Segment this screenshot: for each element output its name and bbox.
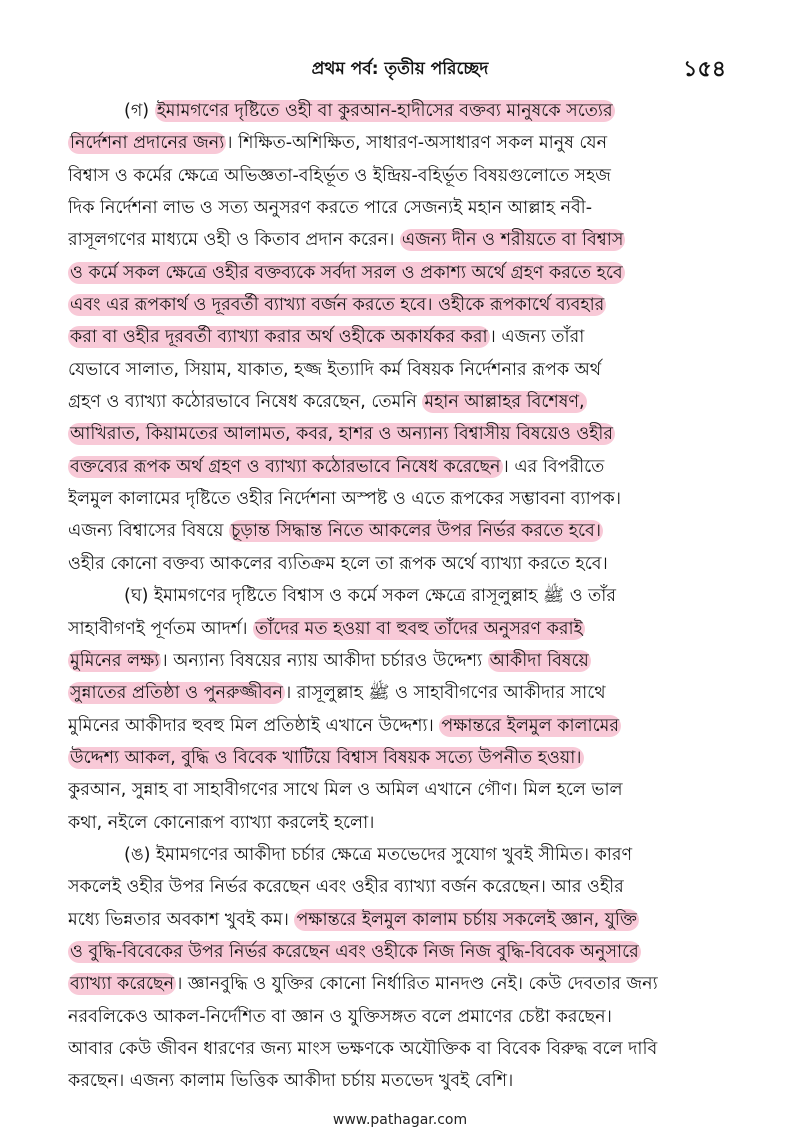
- text-line: [68, 580, 736, 612]
- text-segment: মুমিনের আকীদার হুবহু মিল প্রতিষ্ঠাই এখানে উদ্দেশ্য।: [68, 715, 440, 736]
- highlighted-text: ব্যাখ্যা করেছেন: [70, 974, 175, 995]
- text-segment: (গ): [124, 101, 155, 121]
- text-line: [68, 483, 736, 515]
- text-line: [68, 871, 736, 903]
- highlighted-text: এজন্য দীন ও শরীয়তে বা বিশ্বাস: [401, 230, 624, 251]
- text-segment: গ্রহণ ও ব্যাখ্যা কঠোরভাবে নিষেধ করেছেন, তেমনি: [68, 392, 423, 413]
- text-line: [68, 936, 736, 968]
- page-number: ১৫৪: [683, 57, 726, 82]
- highlighted-text: মুমিনের লক্ষ্য: [70, 650, 160, 671]
- text-segment: বিশ্বাস ও কর্মের ক্ষেত্রে অভিজ্ঞতা-বহির্ভূত ও ইন্দ্রিয়-বহির্ভূত বিষয়গুলোতে সহজ: [68, 165, 611, 186]
- text-line: [68, 354, 736, 386]
- text-segment: সকলেই ওহীর উপর নির্ভর করেছেন এবং ওহীর ব্যাখ্যা বর্জন করেছেন। আর ওহীর: [68, 877, 624, 898]
- text-line: [68, 289, 736, 321]
- text-segment: ইলমুল কালামের দৃষ্টিতে ওহীর নির্দেশনা অস্পষ্ট ও এতে রূপকের সম্ভাবনা ব্যাপক।: [68, 489, 622, 510]
- text-segment: কথা, নইলে কোনোরূপ ব্যাখ্যা করলেই হলো।: [68, 812, 375, 833]
- footer-url: www.pathagar.com: [332, 1112, 468, 1128]
- text-line: [68, 645, 736, 677]
- highlighted-text: চূড়ান্ত সিদ্ধান্ত নিতে আকলের উপর নির্ভর করতে হবে।: [230, 521, 601, 542]
- text-line: [68, 1033, 736, 1065]
- highlighted-text: ইমামগণের দৃষ্টিতে ওহী বা কুরআন-হাদীসের বক্তব্য মানুষকে সত্যের: [156, 101, 613, 121]
- text-segment: রাসূলগণের মাধ্যমে ওহী ও কিতাব প্রদান করেন।: [68, 230, 400, 251]
- highlighted-text: এবং এর রূপকার্থ ও দূরবর্তী ব্যাখ্যা বর্জন করতে হবে। ওহীকে রূপকার্থে ব্যবহার: [70, 295, 605, 316]
- text-line: [68, 127, 736, 159]
- text-line: [68, 257, 736, 289]
- page-body: [68, 95, 736, 1098]
- text-line: [68, 95, 736, 127]
- text-line: [68, 515, 736, 547]
- text-line: [68, 418, 736, 450]
- chapter-title: প্রথম পর্ব: তৃতীয় পরিচ্ছেদ: [311, 59, 489, 79]
- text-line: [68, 742, 736, 774]
- text-segment: সাহাবীগণই পূর্ণতম আদর্শ।: [68, 618, 254, 639]
- highlighted-text: ও কর্মে সকল ক্ষেত্রে ওহীর বক্তব্যকে সর্বদা সরল ও প্রকাশ্য অর্থে গ্রহণ করতে হবে: [70, 262, 623, 283]
- highlighted-text: উদ্দেশ্য আকল, বুদ্ধি ও বিবেক খাটিয়ে বিশ্বাস বিষয়ক সত্যে উপনীত হওয়া।: [70, 747, 582, 768]
- highlighted-text: বক্তব্যের রূপক অর্থ গ্রহণ ও ব্যাখ্যা কঠোরভাবে নিষেধ করেছেন: [70, 456, 501, 477]
- highlighted-text: সুন্নাতের প্রতিষ্ঠা ও পুনরুজ্জীবন: [70, 683, 283, 704]
- text-segment: দিক নির্দেশনা লাভ ও সত্য অনুসরণ করতে পারে সেজন্যই মহান আল্লাহ নবী-: [68, 198, 593, 219]
- text-line: [68, 192, 736, 224]
- text-line: [68, 160, 736, 192]
- text-line: [68, 613, 736, 645]
- highlighted-text: পক্ষান্তরে ইলমুল কালাম চর্চায় সকলেই জ্ঞান, যুক্তি: [296, 909, 637, 930]
- text-segment: মধ্যে ভিন্নতার অবকাশ খুবই কম।: [68, 909, 295, 930]
- highlighted-text: আখিরাত, কিয়ামতের আলামত, কবর, হাশর ও অন্যান্য বিশ্বাসীয় বিষয়েও ওহীর: [70, 424, 614, 445]
- text-line: [68, 1065, 736, 1097]
- text-segment: । এজন্য তাঁরা: [489, 327, 585, 348]
- text-line: [68, 774, 736, 806]
- highlighted-text: নির্দেশনা প্রদানের জন্য: [70, 133, 225, 154]
- text-line: [68, 904, 736, 936]
- text-line: [68, 710, 736, 742]
- text-segment: (ঘ) ইমামগণের দৃষ্টিতে বিশ্বাস ও কর্মে সকল ক্ষেত্রে রাসূলুল্লাহ ﷺ ও তাঁর: [124, 586, 616, 607]
- page-header: [0, 52, 800, 86]
- highlighted-text: আকীদা বিষয়ে: [489, 650, 589, 671]
- text-segment: যেভাবে সালাত, সিয়াম, যাকাত, হজ্জ ইত্যাদি কর্ম বিষয়ক নির্দেশনার রূপক অর্থ: [68, 359, 602, 380]
- text-line: [68, 386, 736, 418]
- text-segment: । জ্ঞানবুদ্ধি ও যুক্তির কোনো নির্ধারিত মানদণ্ড নেই। কেউ দেবতার জন্য: [176, 974, 658, 995]
- text-line: [68, 321, 736, 353]
- text-segment: আবার কেউ জীবন ধারণের জন্য মাংস ভক্ষণকে অযৌক্তিক বা বিবেক বিরুদ্ধ বলে দাবি: [68, 1038, 658, 1059]
- text-segment: কুরআন, সুন্নাহ বা সাহাবীগণের সাথে মিল ও অমিল এখানে গৌণ। মিল হলে ভাল: [68, 780, 623, 801]
- highlighted-text: পক্ষান্তরে ইলমুল কালামের: [441, 715, 620, 736]
- text-segment: করছেন। এজন্য কালাম ভিত্তিক আকীদা চর্চায় মতভেদ খুবই বেশি।: [68, 1071, 514, 1092]
- text-line: [68, 839, 736, 871]
- text-segment: । রাসূলুল্লাহ ﷺ ও সাহাবীগণের আকীদার সাথে: [284, 683, 606, 704]
- text-line: [68, 1001, 736, 1033]
- text-segment: ওহীর কোনো বক্তব্য আকলের ব্যতিক্রম হলে তা রূপক অর্থে ব্যাখ্যা করতে হবে।: [68, 553, 608, 574]
- highlighted-text: ও বুদ্ধি-বিবেকের উপর নির্ভর করেছেন এবং ওহীকে নিজ নিজ বুদ্ধি-বিবেক অনুসারে: [70, 941, 639, 962]
- text-line: [68, 451, 736, 483]
- text-line: [68, 548, 736, 580]
- highlighted-text: করা বা ওহীর দূরবর্তী ব্যাখ্যা করার অর্থ ওহীকে অকার্যকর করা: [70, 327, 488, 348]
- text-segment: এজন্য বিশ্বাসের বিষয়ে: [68, 521, 229, 542]
- text-line: [68, 968, 736, 1000]
- highlighted-text: তাঁদের মত হওয়া বা হুবহু তাঁদের অনুসরণ করাই: [255, 618, 583, 639]
- text-segment: । অন্যান্য বিষয়ের ন্যায় আকীদা চর্চারও উদ্দেশ্য: [161, 650, 488, 671]
- text-line: [68, 677, 736, 709]
- text-segment: (ঙ) ইমামগণের আকীদা চর্চার ক্ষেত্রে মতভেদের সুযোগ খুবই সীমিত। কারণ: [124, 844, 633, 865]
- text-segment: । শিক্ষিত-অশিক্ষিত, সাধারণ-অসাধারণ সকল মানুষ যেন: [226, 133, 608, 154]
- text-segment: নরবলিকেও আকল-নির্দেশিত বা জ্ঞান ও যুক্তিসঙ্গত বলে প্রমাণের চেষ্টা করছেন।: [68, 1006, 612, 1027]
- text-line: [68, 224, 736, 256]
- text-line: [68, 807, 736, 839]
- text-segment: । এর বিপরীতে: [502, 456, 605, 477]
- highlighted-text: মহান আল্লাহর বিশেষণ,: [424, 392, 585, 413]
